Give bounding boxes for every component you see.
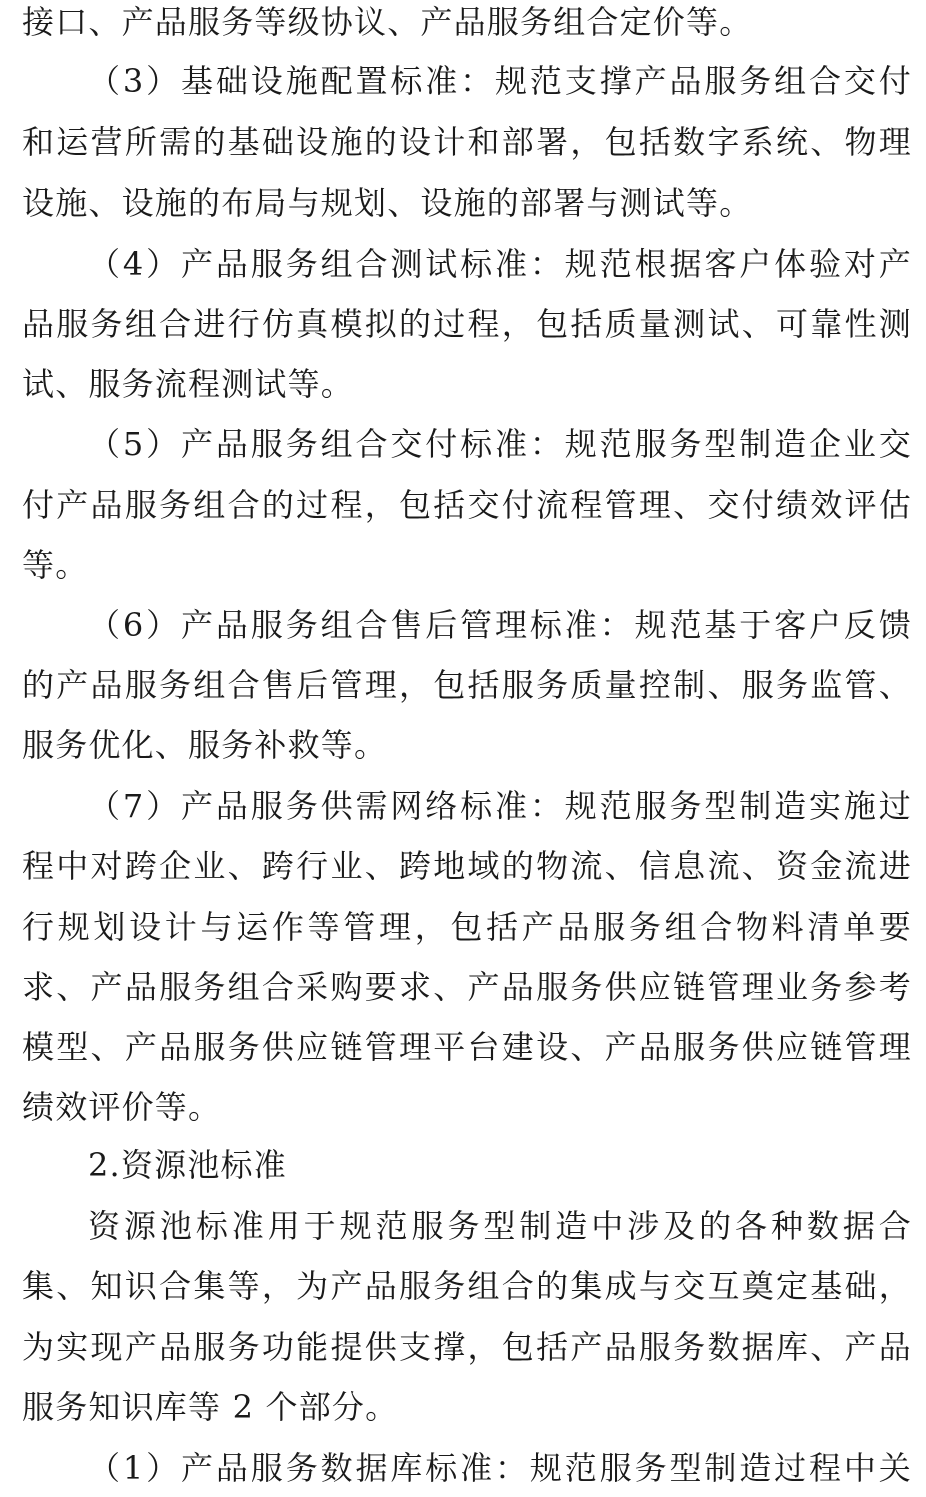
section-2-intro-line-3: 为实现产品服务功能提供支撑，包括产品服务数据库、产品 [22, 1328, 912, 1366]
item-5-delivery-standard-line-2: 付产品服务组合的过程，包括交付流程管理、交付绩效评估 [22, 486, 912, 524]
item-7-supply-network-standard-line-1: （7）产品服务供需网络标准：规范服务型制造实施过 [88, 787, 912, 825]
section-2-item-1-database-standard-line-1: （1）产品服务数据库标准：规范服务型制造过程中关 [88, 1449, 912, 1487]
item-6-aftersales-standard-line-2: 的产品服务组合售后管理，包括服务质量控制、服务监管、 [22, 666, 912, 704]
section-2-intro-line-2: 集、知识合集等，为产品服务组合的集成与交互奠定基础， [22, 1267, 912, 1305]
item-5-delivery-standard-line-3: 等。 [22, 546, 89, 584]
item-7-supply-network-standard-line-6: 绩效评价等。 [22, 1088, 222, 1126]
item-4-testing-standard-line-2: 品服务组合进行仿真模拟的过程，包括质量测试、可靠性测 [22, 305, 912, 343]
paragraph-2-continuation-line: 接口、产品服务等级协议、产品服务组合定价等。 [22, 3, 753, 41]
section-2-intro-line-1: 资源池标准用于规范服务型制造中涉及的各种数据合 [88, 1207, 912, 1245]
item-5-delivery-standard-line-1: （5）产品服务组合交付标准：规范服务型制造企业交 [88, 425, 912, 463]
item-4-testing-standard-line-3: 试、服务流程测试等。 [22, 365, 355, 403]
item-6-aftersales-standard-line-3: 服务优化、服务补救等。 [22, 726, 388, 764]
item-7-supply-network-standard-line-2: 程中对跨企业、跨行业、跨地域的物流、信息流、资金流进 [22, 847, 912, 885]
item-7-supply-network-standard-line-4: 求、产品服务组合采购要求、产品服务供应链管理业务参考 [22, 968, 912, 1006]
item-3-infrastructure-standard-line-3: 设施、设施的布局与规划、设施的部署与测试等。 [22, 184, 753, 222]
item-7-supply-network-standard-line-3: 行规划设计与运作等管理，包括产品服务组合物料清单要 [22, 908, 912, 946]
section-2-heading: 2.资源池标准 [88, 1146, 287, 1184]
item-3-infrastructure-standard-line-1: （3）基础设施配置标准：规范支撑产品服务组合交付 [88, 62, 912, 100]
item-4-testing-standard-line-1: （4）产品服务组合测试标准：规范根据客户体验对产 [88, 245, 912, 283]
section-2-intro-line-4: 服务知识库等 2 个部分。 [22, 1388, 399, 1426]
item-3-infrastructure-standard-line-2: 和运营所需的基础设施的设计和部署，包括数字系统、物理 [22, 123, 912, 161]
item-7-supply-network-standard-line-5: 模型、产品服务供应链管理平台建设、产品服务供应链管理 [22, 1028, 912, 1066]
item-6-aftersales-standard-line-1: （6）产品服务组合售后管理标准：规范基于客户反馈 [88, 606, 912, 644]
